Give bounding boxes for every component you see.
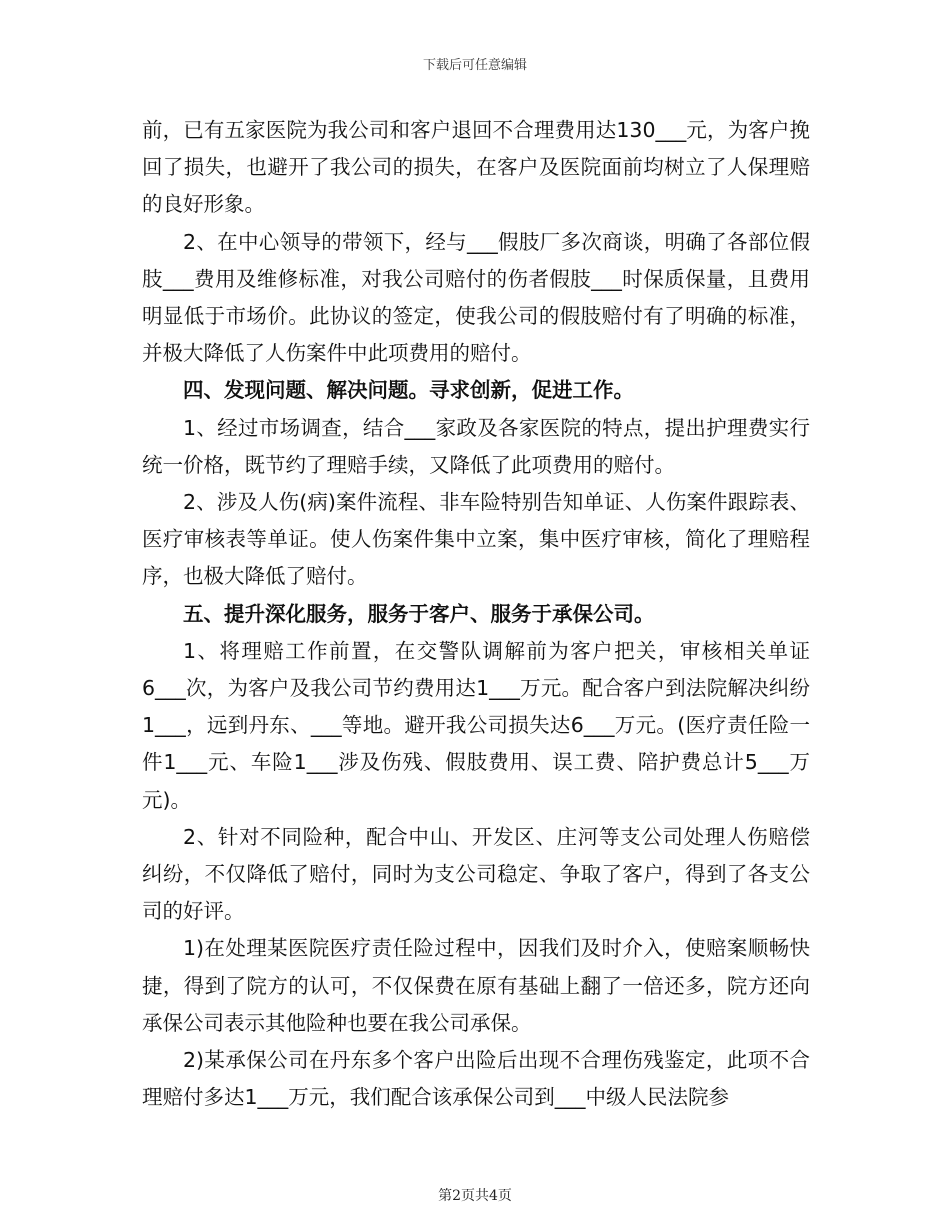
paragraph: 2、在中心领导的带领下，经与___假肢厂多次商谈，明确了各部位假肢___费用及维修标准，对我公司赔付的伤者假肢___时保质保量，且费用明显低于市场价。此协议的签定，使我公司的假肢赔付有了明确的标准，并极大降低了人伤案件中此项费用的赔付。: [142, 229, 810, 366]
paragraph: 2)某承保公司在丹东多个客户出险后出现不合理伤残鉴定，此项不合理赔付多达1___万元，我们配合该承保公司到___中级人民法院参: [142, 1048, 810, 1110]
document-body: [142, 112, 810, 1116]
paragraph: 2、针对不同险种，配合中山、开发区、庄河等支公司处理人伤赔偿纠纷，不仅降低了赔付，同时为支公司稳定、争取了客户，得到了各支公司的好评。: [142, 824, 810, 924]
section-heading: 五、提升深化服务，服务于客户、服务于承保公司。: [183, 601, 655, 626]
paragraph: 2、涉及人伤(病)案件流程、非车险特别告知单证、人伤案件跟踪表、医疗审核表等单证。使人伤案件集中立案，集中医疗审核，简化了理赔程序，也极大降低了赔付。: [142, 490, 810, 589]
paragraph: 前，已有五家医院为我公司和客户退回不合理费用达130___元，为客户挽回了损失，也避开了我公司的损失，在客户及医院面前均树立了人保理赔的良好形象。: [142, 118, 810, 217]
page-header: 下载后可任意编辑: [422, 58, 527, 73]
paragraph: 1)在处理某医院医疗责任险过程中，因我们及时介入，使赔案顺畅快捷，得到了院方的认可，不仅保费在原有基础上翻了一倍还多，院方还向承保公司表示其他险种也要在我公司承保。: [142, 936, 810, 1035]
page-footer: 第2页共4页: [438, 1188, 512, 1204]
paragraph: 1、经过市场调查，结合___家政及各家医院的特点，提出护理费实行统一价格，既节约了理赔手续，又降低了此项费用的赔付。: [142, 415, 810, 477]
paragraph: 1、将理赔工作前置，在交警队调解前为客户把关，审核相关单证6___次，为客户及我公司节约费用达1___万元。配合客户到法院解决纠纷1___，远到丹东、___等地。避开我公司损失达6___万元。(医疗责任险一件1___元、车险1___涉及伤残、假肢费用、误工费、陪护费总计5___万元)。: [142, 638, 810, 812]
section-heading: 四、发现问题、解决问题。寻求创新，促进工作。: [183, 378, 634, 403]
